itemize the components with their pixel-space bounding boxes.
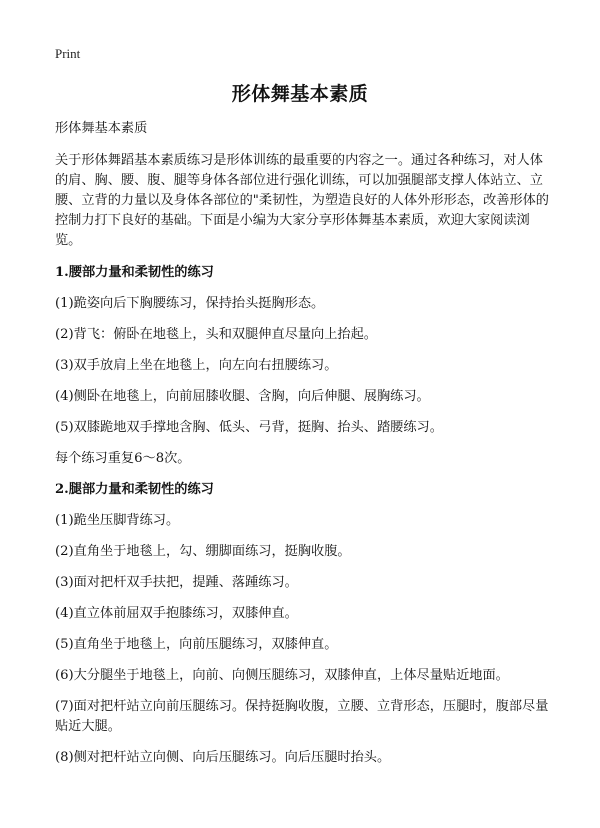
list-item: (1)跪姿向后下胸腰练习，保持抬头挺胸形态。 xyxy=(55,296,325,311)
article-subtitle: 形体舞基本素质 xyxy=(55,121,148,136)
list-item: (6)大分腿坐于地毯上，向前、向侧压腿练习，双膝伸直，上体尽量贴近地面。 xyxy=(55,668,509,683)
section-heading-legs: 2.腿部力量和柔韧性的练习 xyxy=(55,482,214,497)
list-item: (7)面对把杆站立向前压腿练习。保持挺胸收腹，立腰、立背形态，压腿时，腹部尽量贴近大腿。 xyxy=(55,699,549,734)
article-body xyxy=(55,119,551,779)
list-item: (2)直角坐于地毯上，勾、绷脚面练习，挺胸收腹。 xyxy=(55,544,351,559)
print-link[interactable]: Print xyxy=(55,46,81,61)
list-item: (1)跪坐压脚背练习。 xyxy=(55,513,180,528)
page-title: 形体舞基本素质 xyxy=(231,83,369,105)
list-item: (8)侧对把杆站立向侧、向后压腿练习。向后压腿时抬头。 xyxy=(55,750,391,765)
repeat-note: 每个练习重复6～8次。 xyxy=(55,451,191,466)
list-item: (5)直角坐于地毯上，向前压腿练习，双膝伸直。 xyxy=(55,637,338,652)
list-item: (5)双膝跪地双手撑地含胸、低头、弓背，挺胸、抬头、踏腰练习。 xyxy=(55,420,443,435)
section-heading-waist: 1.腰部力量和柔韧性的练习 xyxy=(55,265,214,280)
list-item: (3)双手放肩上坐在地毯上，向左向右扭腰练习。 xyxy=(55,358,338,373)
list-item: (4)侧卧在地毯上，向前屈膝收腿、含胸，向后伸腿、展胸练习。 xyxy=(55,389,430,404)
list-item: (3)面对把杆双手扶把，提踵、落踵练习。 xyxy=(55,575,298,590)
list-item: (2)背飞：俯卧在地毯上，头和双腿伸直尽量向上抬起。 xyxy=(55,327,377,342)
list-item: (4)直立体前屈双手抱膝练习，双膝伸直。 xyxy=(55,606,298,621)
intro-paragraph: 关于形体舞蹈基本素质练习是形体训练的最重要的内容之一。通过各种练习，对人体的肩、胸、腰、腹、腿等身体各部位进行强化训练，可以加强腿部支撑人体站立、立腰、立背的力量以及身体各部位的"柔韧性，为塑造良好的人体外形形态，改善形体的控制力打下良好的基础。下面是小编为大家分享形体舞基本素质，欢迎大家阅读浏览。 xyxy=(55,153,549,248)
